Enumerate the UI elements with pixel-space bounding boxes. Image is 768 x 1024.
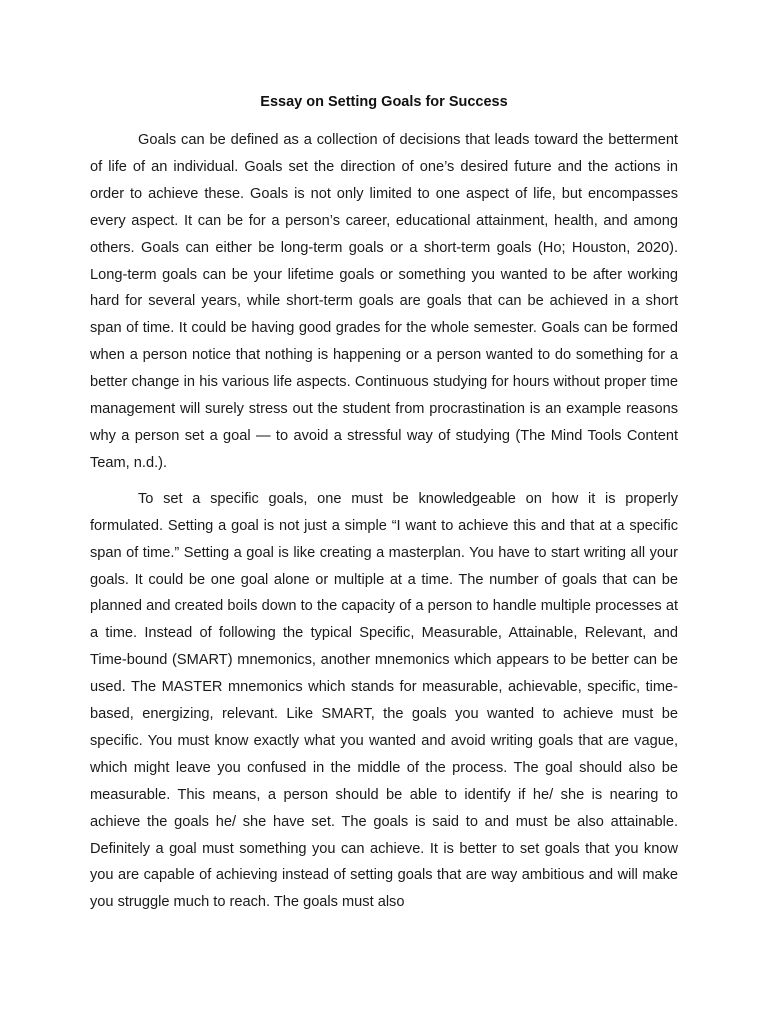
- essay-body: [90, 127, 678, 916]
- essay-title: Essay on Setting Goals for Success: [260, 94, 508, 110]
- paragraph-setting-goals: To set a specific goals, one must be knowledgeable on how it is properly formulated. Setting a goal is not just a simple “I want to achieve this and that at a specific span of time.” Setting a goal is like creating a masterplan. You have to start writing all your goals. It could be one goal alone or multiple at a time. The number of goals that can be planned and created boils down to the capacity of a person to handle multiple processes at a time. Instead of following the typical Specific, Measurable, Attainable, Relevant, and Time-bound (SMART) mnemonics, another mnemonics which appears to be better can be used. The MASTER mnemonics which stands for measurable, achievable, specific, time-based, energizing, relevant. Like SMART, the goals you wanted to achieve must be specific. You must know exactly what you wanted and avoid writing goals that are vague, which might leave you confused in the middle of the process. The goal should also be measurable. This means, a person should be able to identify if he/ she is nearing to achieve the goals he/ she have set. The goals is said to and must be also attainable. Definitely a goal must something you can achieve. It is better to set goals that you know you are capable of achieving instead of setting goals that are way ambitious and will make you struggle much to reach. The goals must also: [90, 490, 678, 911]
- paragraph-goals-definition: Goals can be defined as a collection of decisions that leads toward the betterment of life of an individual. Goals set the direction of one’s desired future and the actions in order to achieve these. Goals is not only limited to one aspect of life, but encompasses every aspect. It can be for a person’s career, educational attainment, health, and among others. Goals can either be long-term goals or a short-term goals (Ho; Houston, 2020). Long-term goals can be your lifetime goals or something you wanted to be after working hard for several years, while short-term goals are goals that can be achieved in a short span of time. It could be having good grades for the whole semester. Goals can be formed when a person notice that nothing is happening or a person wanted to do something for a better change in his various life aspects. Continuous studying for hours without proper time management will surely stress out the student from procrastination is an example reasons why a person set a goal — to avoid a stressful way of studying (The Mind Tools Content Team, n.d.).: [90, 132, 678, 471]
